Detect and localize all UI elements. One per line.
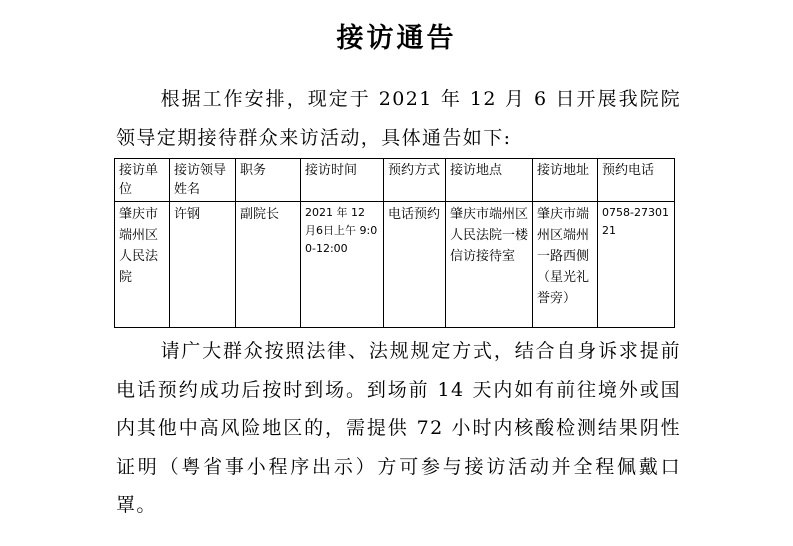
closing-paragraph xyxy=(116,332,681,525)
header-booking-method: 预约方式 xyxy=(384,159,446,202)
header-phone: 预约电话 xyxy=(598,159,675,202)
header-leader-name: 接访领导姓名 xyxy=(170,159,236,202)
header-unit: 接访单位 xyxy=(115,159,170,202)
intro-text: 根据工作安排，现定于 2021 年 12 月 6 日开展我院院领导定期接待群众来访活动，具体通告如下: xyxy=(116,88,681,149)
table-row xyxy=(115,202,675,328)
table-header-row xyxy=(115,159,675,202)
header-address: 接访地址 xyxy=(533,159,598,202)
cell-place: 肇庆市端州区人民法院一楼信访接待室 xyxy=(446,202,533,328)
cell-time: 2021 年 12 月6日上午 9:00-12:00 xyxy=(301,202,384,328)
closing-text: 请广大群众按照法律、法规规定方式，结合自身诉求提前电话预约成功后按时到场。到场前 14 天内如有前往境外或国内其他中高风险地区的，需提供 72 小时内核酸检测结果阴性证明（粤省事小程序出示）方可参与接访活动并全程佩戴口罩。 xyxy=(116,340,681,517)
cell-position: 副院长 xyxy=(236,202,301,328)
notice-title: 接访通告 xyxy=(336,23,457,54)
header-position: 职务 xyxy=(236,159,301,202)
cell-booking-method: 电话预约 xyxy=(384,202,446,328)
cell-unit: 肇庆市端州区人民法院 xyxy=(115,202,170,328)
header-place: 接访地点 xyxy=(446,159,533,202)
header-time: 接访时间 xyxy=(301,159,384,202)
cell-address: 肇庆市端州区端州一路西侧（星光礼誉旁） xyxy=(533,202,598,328)
reception-table xyxy=(114,158,675,328)
intro-paragraph xyxy=(116,80,681,157)
cell-leader-name: 许钢 xyxy=(170,202,236,328)
cell-phone: 0758-2730121 xyxy=(598,202,675,328)
